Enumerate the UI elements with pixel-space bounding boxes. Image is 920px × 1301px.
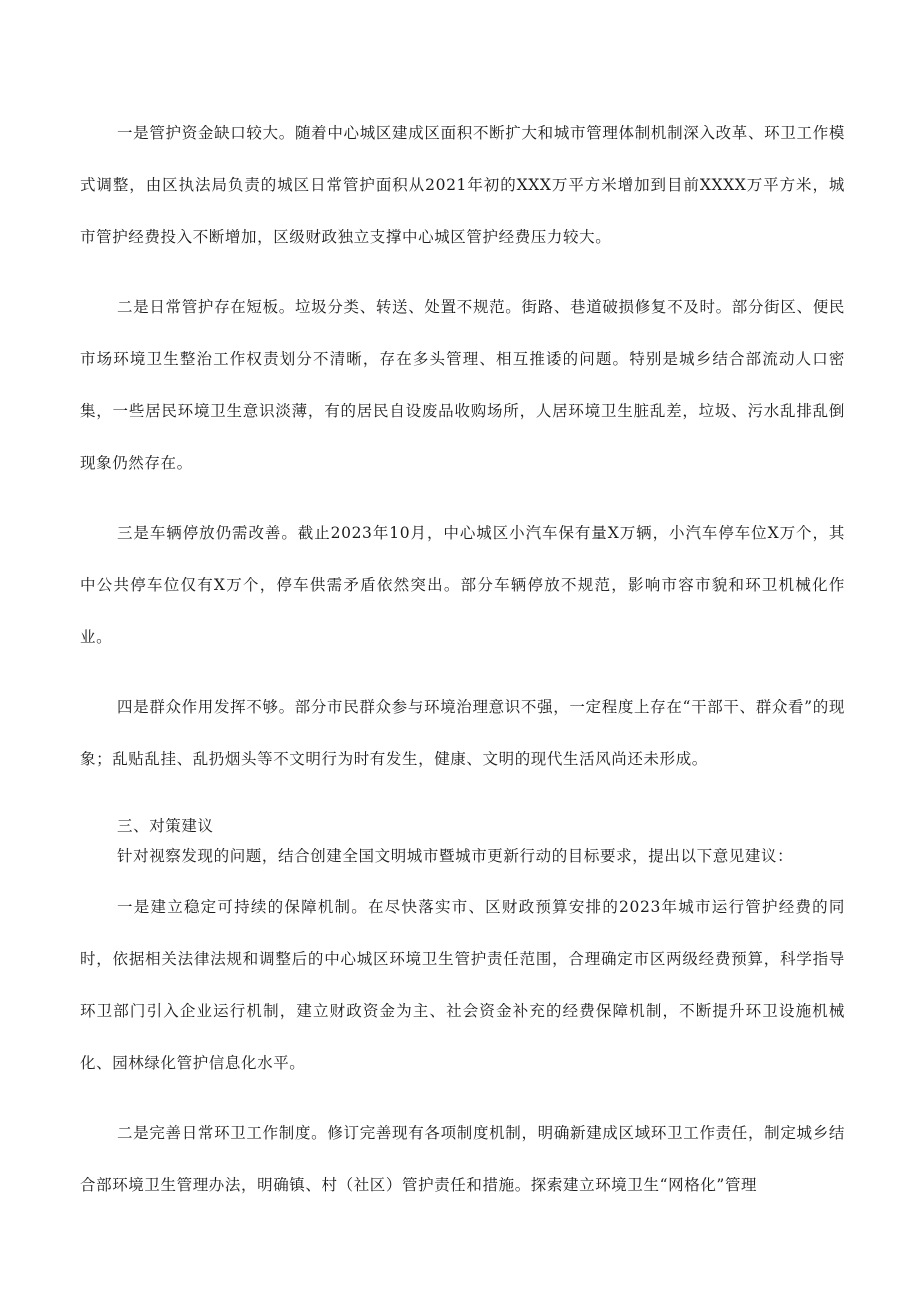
paragraph-spacer — [80, 663, 845, 681]
section-lead: 针对视察发现的问题，结合创建全国文明城市暨城市更新行动的目标要求，提出以下意见建议： — [117, 847, 794, 865]
paragraph-spacer — [80, 489, 845, 507]
suggestion-funding-mechanism: 一是建立稳定可持续的保障机制。在尽快落实市、区财政预算安排的2023年城市运行管护经费的同时，依据相关法律法规和调整后的中心城区环境卫生管护责任范围，合理确定市区两级经费预算，科学指导环卫部门引入企业运行机制，建立财政资金为主、社会资金补充的经费保障机制，不断提升环卫设施机械化、园林绿化管护信息化水平。 — [80, 898, 845, 1072]
section-heading: 三、对策建议 — [117, 817, 214, 835]
suggestion-sanitation-system: 二是完善日常环卫工作制度。修订完善现有各项制度机制，明确新建成区域环卫工作责任，制定城乡结合部环境卫生管理办法，明确镇、村（社区）管护责任和措施。探索建立环境卫生“网格化”管理 — [80, 1124, 845, 1194]
paragraph-spacer — [80, 263, 845, 281]
paragraph-funding-gap: 一是管护资金缺口较大。随着中心城区建成区面积不断扩大和城市管理体制机制深入改革、环卫工作模式调整，由区执法局负责的城区日常管护面积从2021年初的XXX万平方米增加到目前XXXX万平方米，城市管护经费投入不断增加，区级财政独立支撑中心城区管护经费压力较大。 — [80, 124, 845, 246]
paragraph-public-role: 四是群众作用发挥不够。部分市民群众参与环境治理意识不强，一定程度上存在“干部干、群众看”的现象；乱贴乱挂、乱扔烟头等不文明行为时有发生，健康、文明的现代生活风尚还未形成。 — [80, 698, 845, 768]
paragraph-spacer — [80, 1089, 845, 1107]
document-page — [80, 107, 845, 1211]
paragraph-daily-maintenance: 二是日常管护存在短板。垃圾分类、转送、处置不规范。街路、巷道破损修复不及时。部分街区、便民市场环境卫生整治工作权责划分不清晰，存在多头管理、相互推诿的问题。特别是城乡结合部流动人口密集，一些居民环境卫生意识淡薄，有的居民自设废品收购场所，人居环境卫生脏乱差，垃圾、污水乱排乱倒现象仍然存在。 — [80, 298, 845, 472]
paragraph-parking: 三是车辆停放仍需改善。截止2023年10月，中心城区小汽车保有量X万辆，小汽车停车位X万个，其中公共停车位仅有X万个，停车供需矛盾依然突出。部分车辆停放不规范，影响市容市貌和环卫机械化作业。 — [80, 524, 845, 646]
